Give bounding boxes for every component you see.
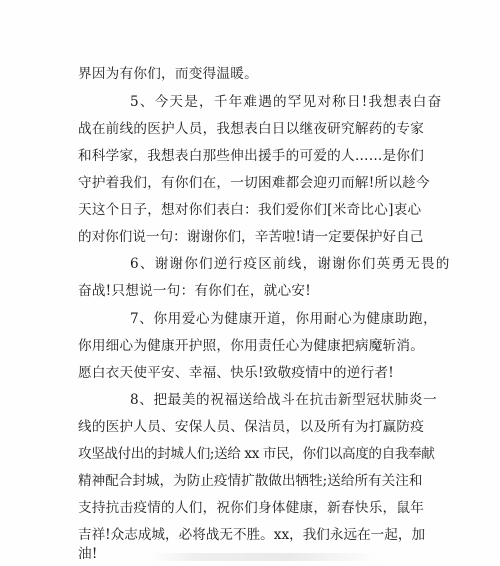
text-line: 战在前线的医护人员，我想表白日以继夜研究解药的专家 [78, 121, 425, 137]
text-line: 攻坚战付出的封城人们;送给 xx 市民，你们以高度的自我奉献 [78, 446, 435, 462]
text-line: 你用细心为健康开护照，你用责任心为健康把病魔斩消。 [78, 338, 425, 354]
text-line: 天这个日子，想对你们表白：我们爱你们[米奇比心]衷心 [78, 202, 422, 218]
paragraph-6-line: 6、谢谢你们逆行疫区前线，谢谢你们英勇无畏的 [130, 256, 451, 272]
text-line: 界因为有你们，而变得温暖。 [78, 66, 258, 82]
paragraph-5-line: 5、今天是，千年难遇的罕见对称日!我想表白奋 [130, 94, 443, 110]
text-line: 线的医护人员、安保人员、保洁员，以及所有为打赢防疫 [78, 419, 425, 435]
text-line: 支持抗击疫情的人们，祝你们身体健康，新春快乐，鼠年 [78, 500, 425, 516]
text-line: 精神配合封城，为防止疫情扩散做出牺牲;送给所有关注和 [78, 473, 423, 489]
paragraph-8-line: 8、把最美的祝福送给战斗在抗击新型冠状肺炎一 [130, 392, 438, 408]
text-line: 油! [78, 546, 98, 562]
text-line: 奋战!只想说一句：有你们在，就心安! [78, 283, 311, 299]
text-line: 愿白衣天使平安、幸福、快乐!致敬疫情中的逆行者! [78, 365, 394, 381]
text-line: 的对你们说一句：谢谢你们，辛苦啦!请一定要保护好自己 [78, 229, 424, 245]
paragraph-7-line: 7、你用爱心为健康开道，你用耐心为健康助跑， [130, 311, 438, 327]
text-line: 和科学家，我想表白那些伸出援手的可爱的人……是你们 [78, 148, 425, 164]
text-line: 吉祥!众志成城，必将战无不胜。xx，我们永远在一起，加 [78, 527, 426, 543]
text-line: 守护着我们，有你们在，一切困难都会迎刃而解!所以趁今 [78, 175, 430, 191]
faded-next-line [150, 553, 380, 561]
